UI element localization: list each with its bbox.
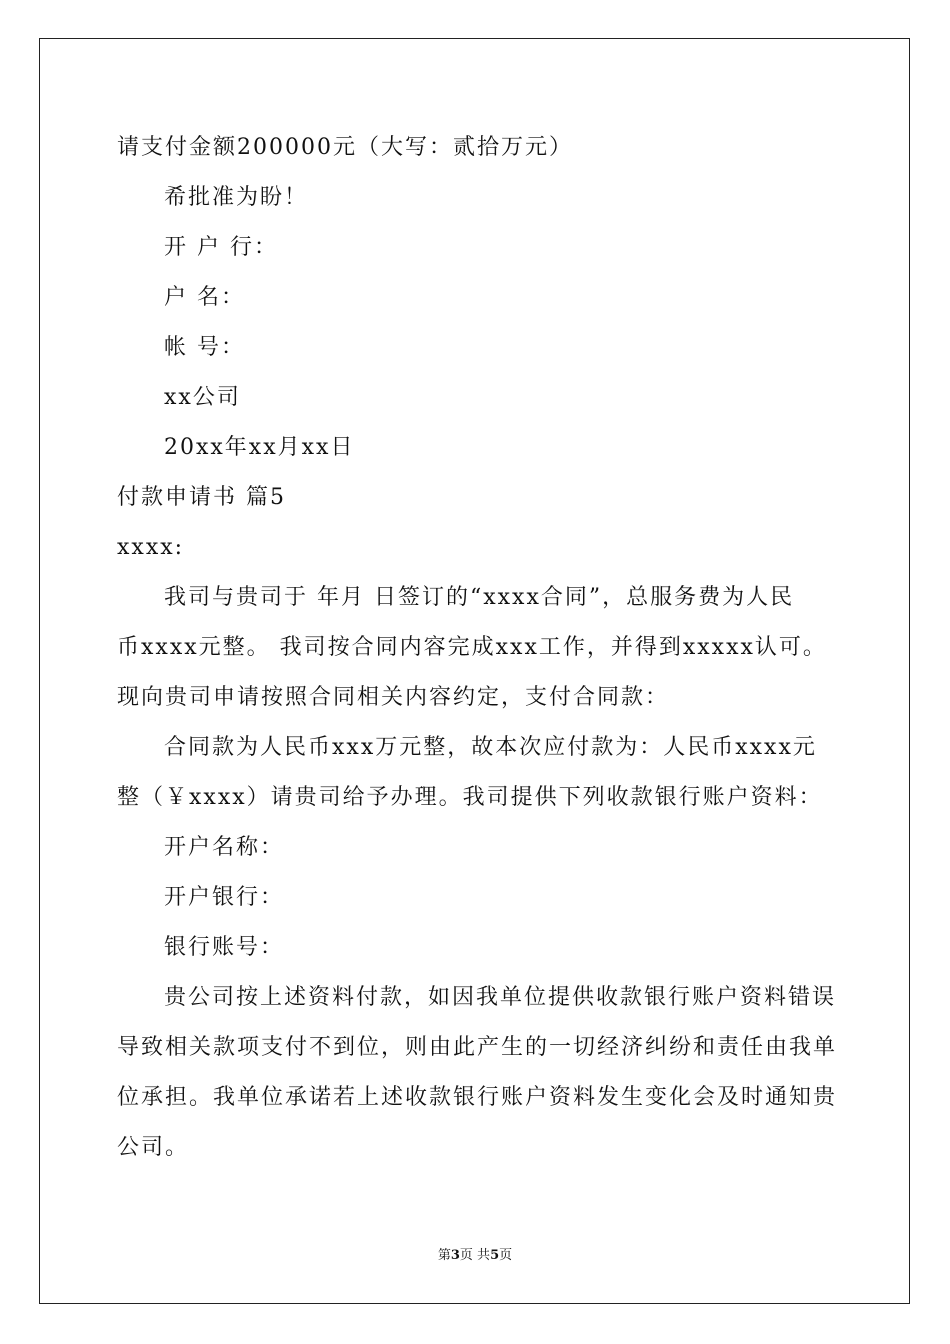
body-paragraph-line: 公司。	[117, 1135, 190, 1160]
body-paragraph-line: 位承担。我单位承诺若上述收款银行账户资料发生变化会及时通知贵	[117, 1085, 838, 1110]
footer-suffix: 页	[499, 1248, 513, 1263]
payee-account-field: 银行账号：	[164, 935, 285, 960]
body-paragraph-line: 币xxxx元整。 我司按合同内容完成xxx工作，并得到xxxxx认可。	[117, 635, 827, 660]
body-paragraph-line: 合同款为人民币xxx万元整，故本次应付款为：人民币xxxx元	[164, 735, 817, 760]
account-number-field: 帐 号：	[164, 335, 245, 360]
body-paragraph-line: 整（￥xxxx）请贵司给予办理。我司提供下列收款银行账户资料：	[117, 785, 823, 810]
date-line: 20xx年xx月xx日	[164, 435, 355, 460]
body-paragraph-line: 贵公司按上述资料付款，如因我单位提供收款银行账户资料错误	[164, 985, 837, 1010]
payee-bank-field: 开户银行：	[164, 885, 285, 910]
body-paragraph-line: 现向贵司申请按照合同相关内容约定，支付合同款：	[117, 685, 670, 710]
total-page-number: 5	[490, 1248, 500, 1263]
page-border	[39, 38, 910, 1304]
approval-request: 希批准为盼！	[164, 185, 309, 210]
current-page-number: 3	[450, 1248, 460, 1263]
bank-field: 开 户 行：	[164, 235, 278, 260]
footer-mid: 页 共	[459, 1248, 491, 1263]
payee-name-field: 开户名称：	[164, 835, 285, 860]
amount-line: 请支付金额200000元（大写：贰拾万元）	[117, 135, 573, 160]
company-signature: xx公司	[164, 385, 241, 410]
footer-prefix: 第	[437, 1248, 451, 1263]
page-footer	[0, 1248, 950, 1264]
section-title: 付款申请书 篇5	[117, 485, 286, 510]
addressee: xxxx:	[117, 535, 185, 560]
body-paragraph-line: 我司与贵司于 年月 日签订的“xxxx合同”，总服务费为人民	[164, 585, 795, 610]
body-paragraph-line: 导致相关款项支付不到位，则由此产生的一切经济纠纷和责任由我单	[117, 1035, 838, 1060]
account-name-field: 户 名：	[164, 285, 245, 310]
